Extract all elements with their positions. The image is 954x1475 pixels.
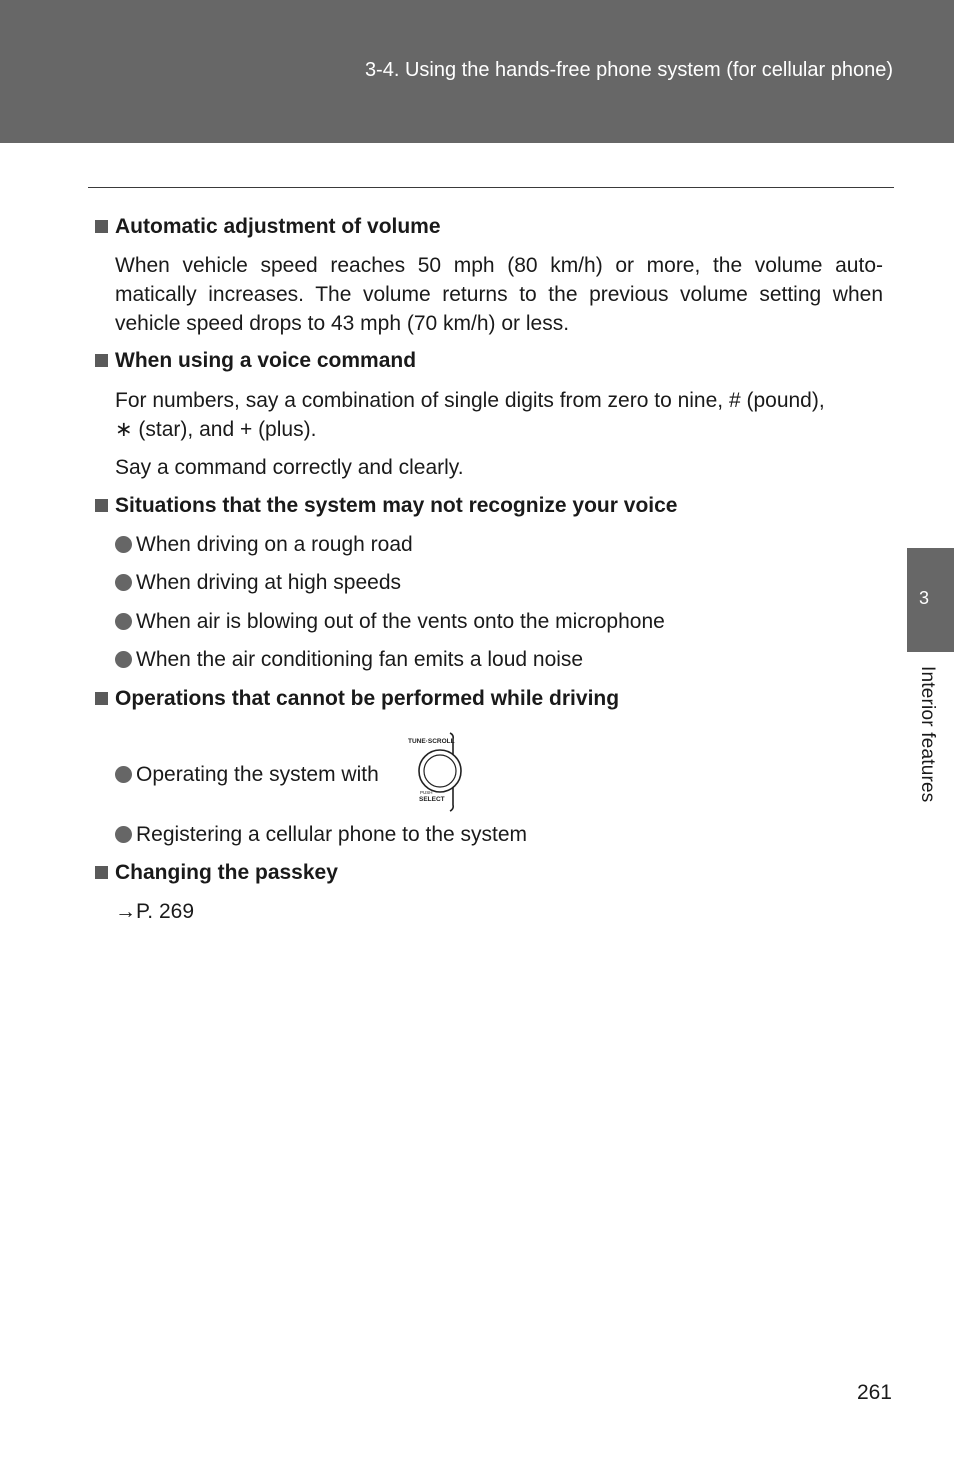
list-item: Operating the system with: [115, 762, 379, 788]
round-bullet-icon: [115, 826, 132, 843]
knob-label-top: TUNE·SCROLL: [408, 738, 455, 745]
volume-line-2: matically increases. The volume returns to the previous volume setting when: [115, 283, 883, 306]
list-item: When driving at high speeds: [115, 570, 401, 596]
heading-passkey-text: Changing the passkey: [115, 861, 338, 884]
round-bullet-icon: [115, 613, 132, 630]
heading-volume-text: Automatic adjustment of volume: [115, 215, 441, 238]
round-bullet-icon: [115, 574, 132, 591]
voice-line-1: For numbers, say a combination of single digits from zero to nine, # (pound),: [115, 389, 825, 412]
knob-label-push: PUSH: [420, 790, 433, 795]
square-bullet-icon: [95, 354, 108, 367]
tune-scroll-knob-icon: [406, 731, 468, 813]
voice-line-3: Say a command correctly and clearly.: [115, 456, 464, 479]
square-bullet-icon: [95, 499, 108, 512]
list-item: When the air conditioning fan emits a loud noise: [115, 647, 583, 673]
page-reference-link[interactable]: →P. 269: [115, 900, 195, 923]
heading-volume: [95, 214, 441, 240]
volume-line-1: When vehicle speed reaches 50 mph (80 km/h) or more, the volume auto-: [115, 254, 883, 277]
list-item: When driving on a rough road: [115, 532, 413, 558]
square-bullet-icon: [95, 692, 108, 705]
chapter-tab: [907, 548, 954, 652]
heading-driving: [95, 686, 619, 712]
square-bullet-icon: [95, 866, 108, 879]
round-bullet-icon: [115, 536, 132, 553]
heading-voice-command-text: When using a voice command: [115, 349, 417, 372]
heading-voice-command: [95, 348, 416, 374]
heading-recognition-text: Situations that the system may not recognize your voice: [115, 494, 678, 517]
square-bullet-icon: [95, 220, 108, 233]
section-title: 3-4. Using the hands-free phone system (for cellular phone): [364, 59, 893, 81]
chapter-label: Interior features: [917, 666, 938, 803]
chapter-number: 3: [918, 588, 929, 608]
top-rule: [88, 187, 894, 188]
voice-line-2: ∗ (star), and + (plus).: [115, 418, 317, 441]
heading-driving-text: Operations that cannot be performed while driving: [115, 687, 620, 710]
list-item: When air is blowing out of the vents onto the microphone: [115, 609, 665, 635]
heading-recognition: [95, 493, 677, 519]
header-band: [0, 0, 954, 143]
round-bullet-icon: [115, 651, 132, 668]
list-item: Registering a cellular phone to the system: [115, 822, 527, 848]
heading-passkey: [95, 860, 338, 886]
round-bullet-icon: [115, 766, 132, 783]
volume-line-3: vehicle speed drops to 43 mph (70 km/h) or less.: [115, 312, 570, 335]
knob-label-select: SELECT: [419, 796, 445, 803]
page-number: 261: [856, 1381, 892, 1404]
